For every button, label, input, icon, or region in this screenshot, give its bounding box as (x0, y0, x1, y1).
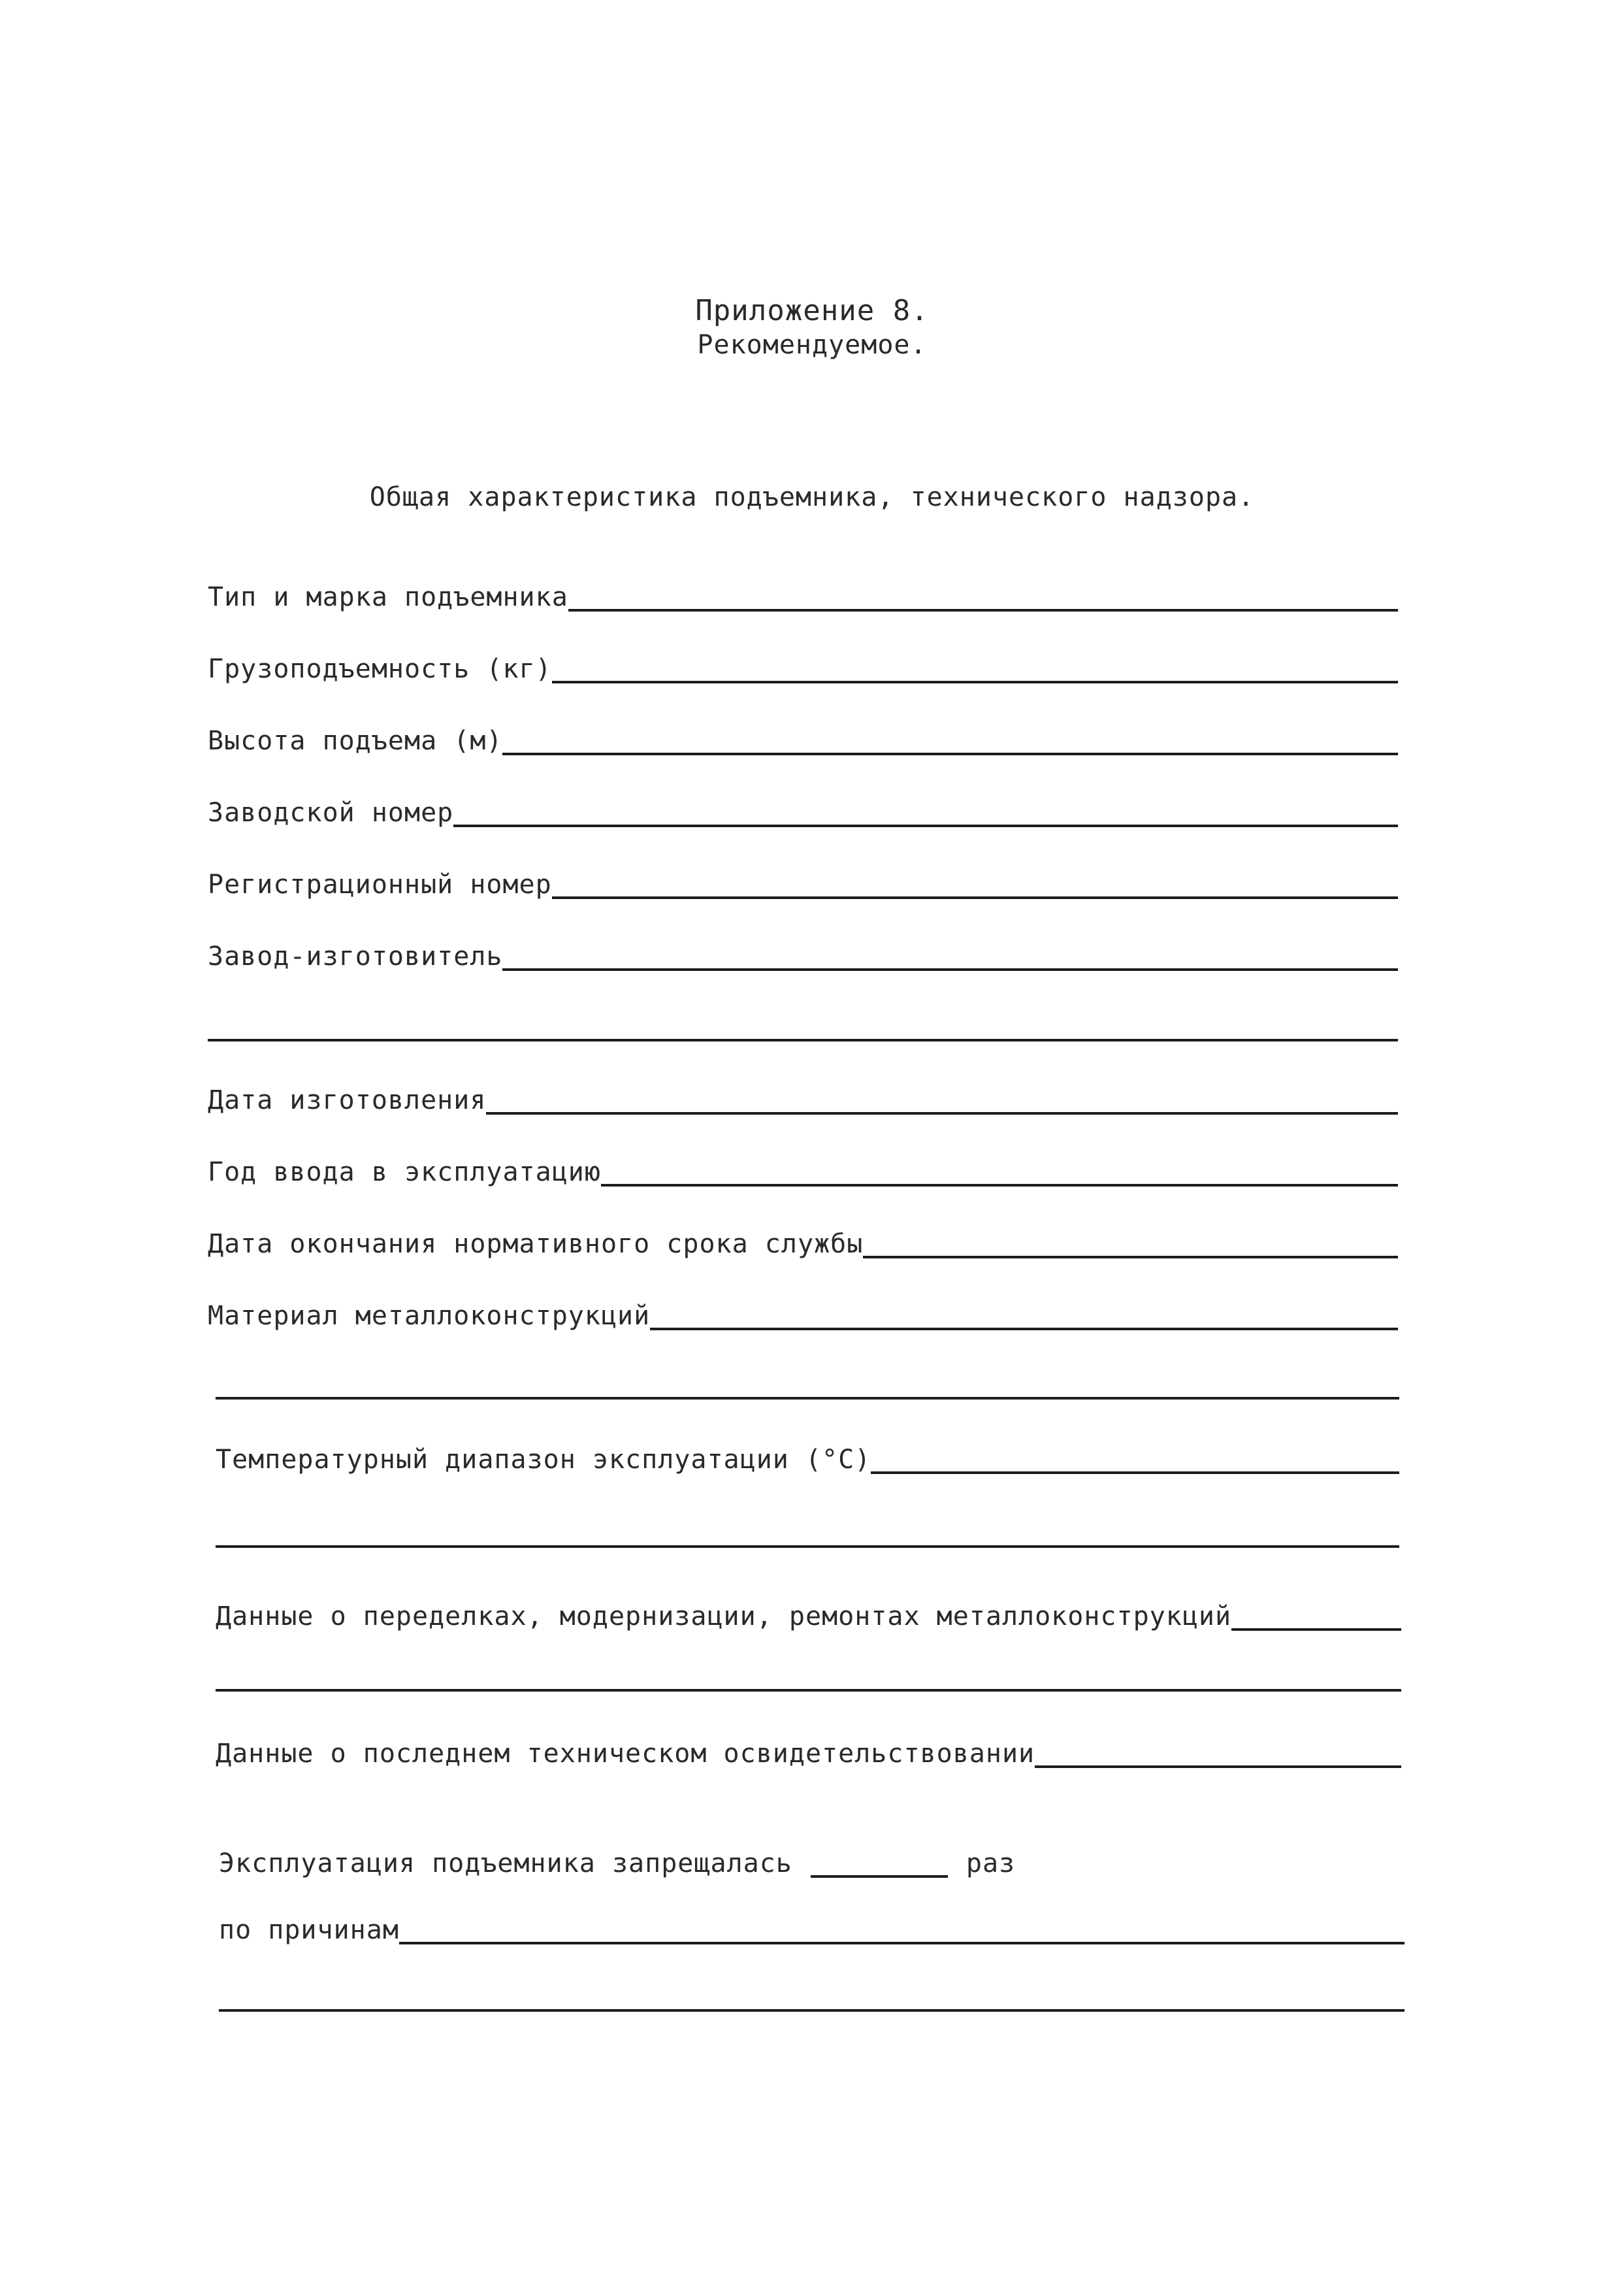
field-registration-number[interactable] (208, 862, 1398, 902)
field-reasons-line[interactable] (399, 1942, 1405, 1944)
field-commissioning-year[interactable] (208, 1150, 1398, 1189)
field-serial-number-label: Заводской номер (208, 798, 454, 828)
field-reasons-extra-line[interactable] (219, 2009, 1405, 2012)
field-service-life-end[interactable] (208, 1222, 1398, 1261)
field-metal-material-label: Материал металлоконструкций (208, 1301, 651, 1331)
field-capacity[interactable] (208, 647, 1398, 686)
field-modifications-extra-line[interactable] (216, 1689, 1401, 1692)
field-manufacture-date-label: Дата изготовления (208, 1085, 487, 1115)
form-heading: Общая характеристика подъемника, технического надзора. (369, 482, 1255, 512)
field-lift-height[interactable] (208, 719, 1398, 758)
field-reasons-label: по причинам (219, 1915, 399, 1945)
field-commissioning-year-label: Год ввода в эксплуатацию (208, 1157, 601, 1187)
field-manufacturer-label: Завод-изготовитель (208, 942, 503, 972)
field-modifications[interactable] (216, 1594, 1401, 1633)
appendix-status: Рекомендуемое. (697, 330, 927, 360)
field-last-inspection[interactable] (216, 1731, 1401, 1771)
field-service-life-end-line[interactable] (863, 1256, 1398, 1258)
field-type-brand-label: Тип и марка подъемника (208, 582, 568, 612)
field-type-brand-line[interactable] (568, 609, 1398, 612)
field-operation-banned-suffix: раз (966, 1848, 1016, 1878)
field-registration-number-line[interactable] (552, 896, 1398, 899)
field-manufacturer-extra-line[interactable] (208, 1039, 1398, 1041)
field-serial-number-line[interactable] (453, 825, 1398, 827)
field-service-life-end-label: Дата окончания нормативного срока службы (208, 1229, 864, 1259)
field-metal-material-extra-line[interactable] (216, 1397, 1399, 1400)
field-commissioning-year-line[interactable] (601, 1184, 1398, 1187)
field-last-inspection-label: Данные о последнем техническом освидетельствовании (216, 1739, 1035, 1769)
field-manufacturer-line[interactable] (502, 968, 1398, 971)
field-operation-banned-count-line[interactable] (811, 1875, 948, 1878)
field-temperature-range-line[interactable] (871, 1471, 1399, 1474)
field-reasons[interactable] (219, 1908, 1405, 1947)
field-manufacture-date[interactable] (208, 1078, 1398, 1117)
field-capacity-line[interactable] (552, 681, 1398, 683)
field-last-inspection-line[interactable] (1035, 1765, 1401, 1768)
field-operation-banned[interactable] (219, 1841, 1015, 1880)
field-operation-banned-prefix: Эксплуатация подъемника запрещалась (219, 1848, 792, 1878)
field-metal-material-line[interactable] (650, 1328, 1398, 1330)
field-capacity-label: Грузоподъемность (кг) (208, 654, 552, 684)
field-temperature-range-extra-line[interactable] (216, 1545, 1399, 1548)
field-temperature-range-label: Температурный диапазон эксплуатации (°С) (216, 1445, 871, 1475)
field-modifications-label: Данные о переделках, модернизации, ремонтах металлоконструкций (216, 1601, 1232, 1631)
field-modifications-line[interactable] (1231, 1628, 1401, 1631)
field-serial-number[interactable] (208, 791, 1398, 830)
appendix-title: Приложение 8. (695, 294, 929, 327)
field-registration-number-label: Регистрационный номер (208, 870, 552, 900)
field-lift-height-label: Высота подъема (м) (208, 726, 503, 756)
field-metal-material[interactable] (208, 1294, 1398, 1333)
field-lift-height-line[interactable] (502, 753, 1398, 755)
field-manufacturer[interactable] (208, 934, 1398, 974)
field-manufacture-date-line[interactable] (486, 1112, 1398, 1115)
field-temperature-range[interactable] (216, 1437, 1399, 1477)
field-type-brand[interactable] (208, 575, 1398, 614)
